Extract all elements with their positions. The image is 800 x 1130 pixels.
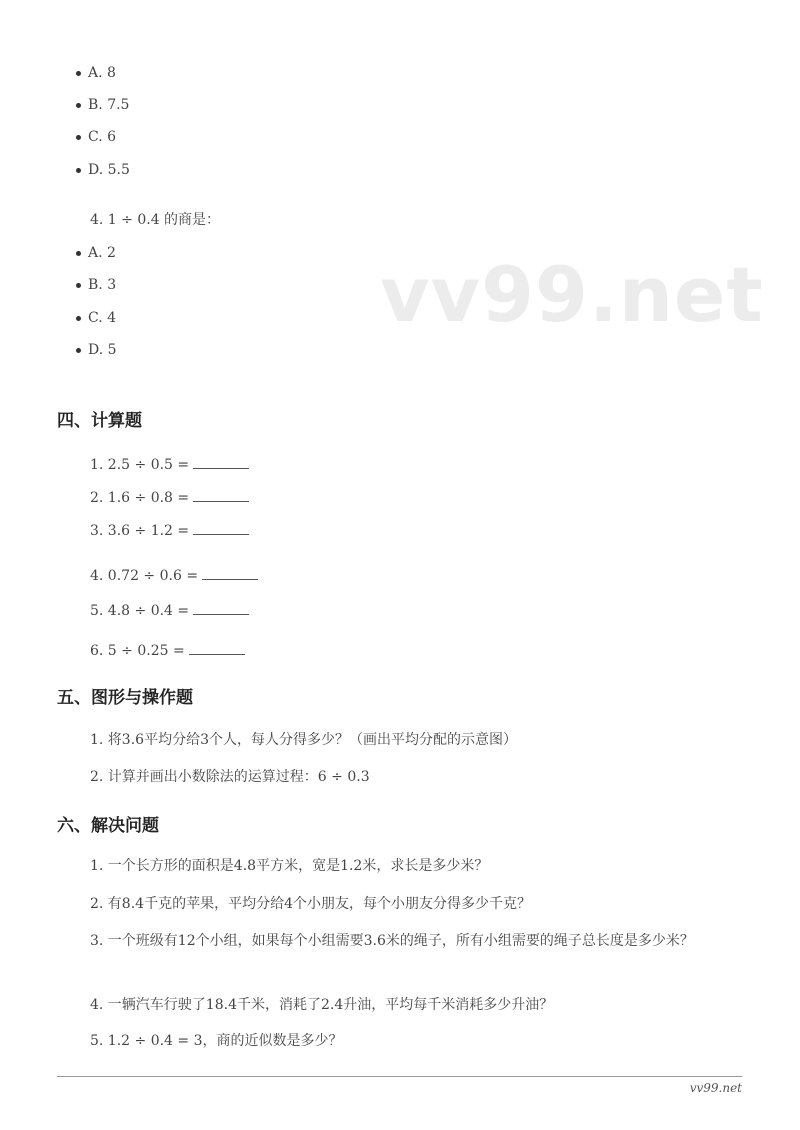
- calc-item: [90, 487, 249, 508]
- question-item: 2. 有8.4千克的苹果，平均分给4个小朋友，每个小朋友分得多少千克？: [90, 896, 531, 912]
- option-item: [76, 340, 117, 360]
- question-item: 1. 一个长方形的面积是4.8平方米，宽是1.2米，求长是多少米？: [90, 858, 489, 874]
- option-item: [76, 275, 116, 295]
- calc-text: 5. 4.8 ÷ 0.4 =: [90, 603, 190, 619]
- question-item: 4. 一辆汽车行驶了18.4千米，消耗了2.4升油，平均每千米消耗多少升油？: [90, 997, 554, 1013]
- question-item: 5. 1.2 ÷ 0.4 = 3，商的近似数是多少？: [90, 1033, 343, 1049]
- option-text: C. 6: [88, 129, 117, 145]
- bullet-icon: [76, 168, 81, 173]
- option-item: [76, 127, 116, 147]
- calc-item: [90, 454, 249, 475]
- bullet-icon: [76, 348, 81, 353]
- answer-blank: [193, 454, 249, 469]
- watermark: vv99.net: [380, 250, 764, 339]
- section-heading: 五、图形与操作题: [57, 688, 193, 708]
- calc-text: 4. 0.72 ÷ 0.6 =: [90, 568, 199, 584]
- bullet-icon: [76, 71, 81, 76]
- option-item: [76, 243, 116, 263]
- option-text: A. 2: [88, 245, 116, 261]
- answer-blank: [193, 520, 249, 535]
- section-heading: 四、计算题: [57, 411, 142, 431]
- calc-text: 3. 3.6 ÷ 1.2 =: [90, 523, 190, 539]
- bullet-icon: [76, 135, 81, 140]
- option-text: C. 4: [88, 310, 117, 326]
- calc-item: [90, 640, 245, 661]
- answer-blank: [193, 600, 249, 615]
- calc-text: 1. 2.5 ÷ 0.5 =: [90, 457, 190, 473]
- question-item: 2. 计算并画出小数除法的运算过程：6 ÷ 0.3: [90, 769, 370, 785]
- question-item: 3. 一个班级有12个小组，如果每个小组需要3.6米的绳子，所有小组需要的绳子总长度是多少米？: [90, 933, 694, 949]
- bullet-icon: [76, 283, 81, 288]
- option-item: [76, 308, 116, 328]
- answer-blank: [193, 487, 249, 502]
- bullet-icon: [76, 251, 81, 256]
- option-item: [76, 95, 129, 115]
- option-item: [76, 160, 130, 180]
- footer-divider: [57, 1076, 742, 1077]
- calc-item: [90, 565, 258, 586]
- calc-item: [90, 600, 249, 621]
- calc-text: 2. 1.6 ÷ 0.8 =: [90, 490, 190, 506]
- option-text: D. 5: [88, 342, 117, 358]
- option-item: [76, 63, 116, 83]
- calc-item: [90, 520, 249, 541]
- bullet-icon: [76, 103, 81, 108]
- question-item: 1. 将3.6平均分给3个人，每人分得多少？（画出平均分配的示意图）: [90, 732, 517, 748]
- answer-blank: [202, 565, 258, 580]
- footer-site: vv99.net: [689, 1081, 742, 1095]
- section-heading: 六、解决问题: [57, 816, 159, 836]
- question-4: 4. 1 ÷ 0.4 的商是：: [90, 212, 221, 228]
- option-text: A. 8: [88, 65, 116, 81]
- option-text: B. 7.5: [88, 97, 130, 113]
- option-text: D. 5.5: [88, 162, 130, 178]
- calc-text: 6. 5 ÷ 0.25 =: [90, 643, 185, 659]
- bullet-icon: [76, 316, 81, 321]
- answer-blank: [189, 640, 245, 655]
- option-text: B. 3: [88, 277, 117, 293]
